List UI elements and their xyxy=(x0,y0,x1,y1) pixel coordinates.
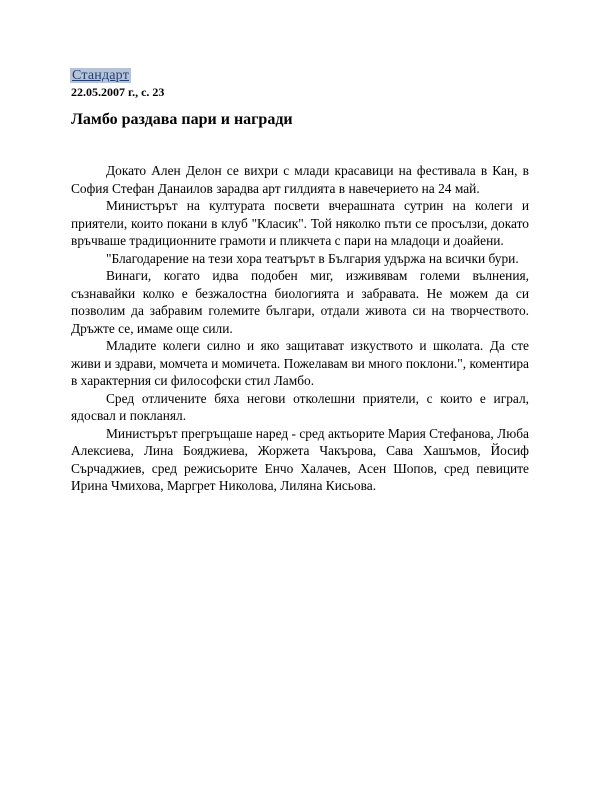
article-paragraph: Сред отличените бяха негови отколешни приятели, с които е играл, ядосвал и покланял. xyxy=(71,390,529,423)
article-paragraph: "Благодарение на тези хора театърът в България удържа на всички бури. xyxy=(106,250,519,266)
article-paragraph: Министърът прегръщаше наред - сред актьорите Мария Стефанова, Люба Алексиева, Лина Бояджиева, Жоржета Чакърова, Сава Хашъмов, Йосиф Сърчаджиев, сред режисьорите Енчо Халачев, Асен Шопов, сред певиците Ирина Чмихова, Маргрет Николова, Лиляна Кисьова. xyxy=(71,425,529,493)
article-headline: Ламбо раздава пари и награди xyxy=(71,111,293,128)
article-paragraph: Младите колеги силно и яко защитават изкуството и школата. Да сте живи и здрави, момчета и момичета. Пожелавам ви много поклони.", коментира в характерния си философски стил Ламбо. xyxy=(71,338,529,388)
publication-date-page: 22.05.2007 г., с. 23 xyxy=(71,85,165,99)
article-paragraph: Винаги, когато идва подобен миг, изживявам големи вълнения, съзнавайки колко е безжалостна биологията и забравата. Не можем да си позволим да забравим големите българи, отдали живота си на творчеството. Дръжте се, имаме още сили. xyxy=(71,268,529,336)
article-paragraph: Министърът на културата посвети вчерашната сутрин на колеги и приятели, които покани в клуб "Класик". Той няколко пъти се просълзи, докато връчваше традиционните грамоти и пликчета с пари на младоци и доайени. xyxy=(71,198,529,248)
article-paragraph: Докато Ален Делон се вихри с млади красавици на фестивала в Кан, в София Стефан Данаилов зарадва арт гилдията в навечерието на 24 май. xyxy=(71,163,529,196)
article-body xyxy=(71,162,529,495)
newspaper-logo: Стандарт xyxy=(72,68,130,83)
